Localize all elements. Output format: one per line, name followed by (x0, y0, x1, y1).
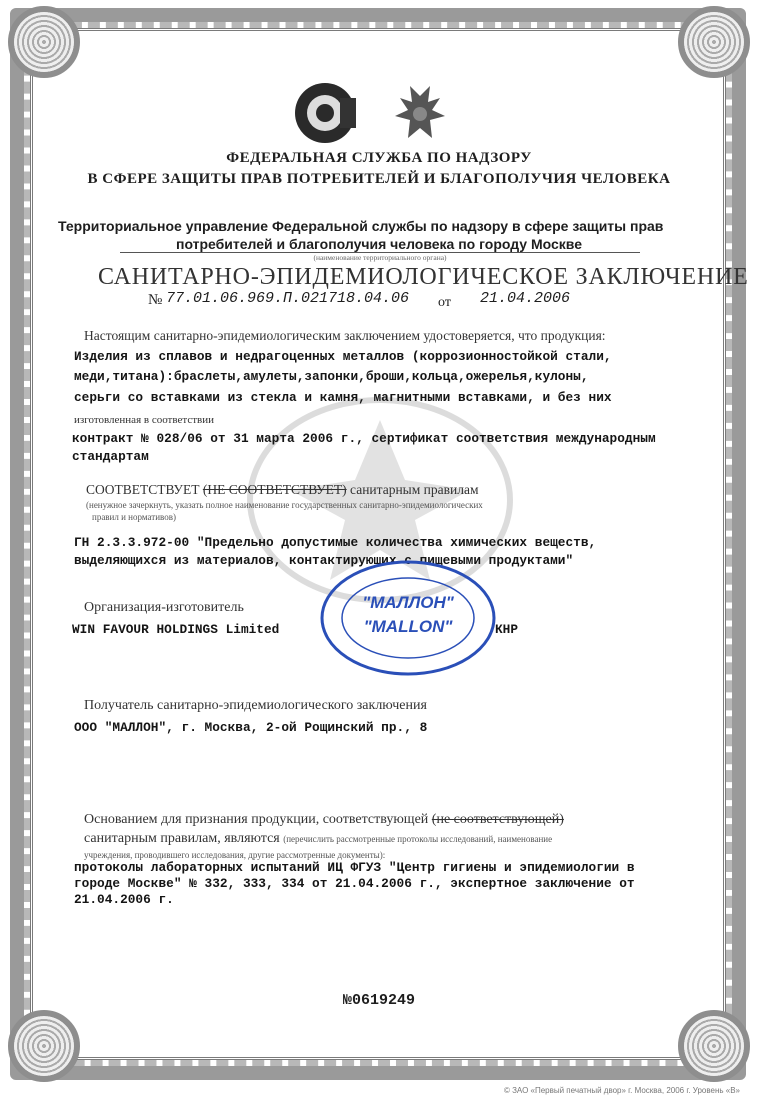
compliance-prefix: СООТВЕТСТВУЕТ (86, 482, 200, 497)
document-number-prefix: № (148, 292, 163, 308)
corner-rosette-icon (678, 1010, 750, 1082)
manufacturer-name: WIN FAVOUR HOLDINGS Limited (72, 622, 280, 637)
compliance-struck: (НЕ СООТВЕТСТВУЕТ) (202, 482, 347, 497)
compliance-note-2: правил и нормативов) (92, 512, 176, 522)
basis-note: учреждения, проводившего исследования, другие рассмотренные документы): (84, 850, 386, 860)
corner-rosette-icon (8, 1010, 80, 1082)
manufactured-line-2: стандартам (72, 449, 149, 464)
document-date-prefix: от (438, 295, 451, 310)
compliance-note-1: (ненужное зачеркнуть, указать полное наименование государственных санитарно-эпидемиологических (86, 500, 483, 510)
product-line-1: Изделия из сплавов и недрагоценных металлов (коррозионностойкой стали, (74, 349, 612, 364)
compliance-line-1: ГН 2.3.3.972-00 "Предельно допустимые количества химических веществ, (74, 535, 597, 550)
recipient-value: ООО "МАЛЛОН", г. Москва, 2-ой Рощинский пр., 8 (74, 720, 428, 735)
emblem-logos-icon (270, 78, 470, 148)
header-line-1: ФЕДЕРАЛЬНАЯ СЛУЖБА ПО НАДЗОРУ (226, 150, 532, 166)
basis-label-1-text: Основанием для признания продукции, соответствующей (84, 812, 429, 827)
product-intro: Настоящим санитарно-эпидемиологическим заключением удостоверяется, что продукция: (84, 328, 606, 343)
basis-label-2-note: (перечислить рассмотренные протоколы исследований, наименование (283, 834, 553, 844)
authority-line-2: потребителей и благополучия человека по городу Москве (175, 236, 583, 252)
basis-line-2: городе Москве" № 332, 333, 334 от 21.04.2006 г., экспертное заключение от (74, 876, 635, 891)
document-title: САНИТАРНО-ЭПИДЕМИОЛОГИЧЕСКОЕ ЗАКЛЮЧЕНИЕ (98, 264, 749, 290)
manufacturer-label: Организация-изготовитель (84, 600, 244, 615)
compliance-suffix: санитарным правилам (350, 482, 479, 497)
stamp-text-1: "МАЛЛОН" (362, 593, 454, 612)
authority-caption: (наименование территориального органа) (120, 252, 640, 262)
manufactured-label: изготовленная в соответствии (74, 414, 214, 426)
header-line-2: В СФЕРЕ ЗАЩИТЫ ПРАВ ПОТРЕБИТЕЛЕЙ И БЛАГОПОЛУЧИЯ ЧЕЛОВЕКА (87, 171, 671, 187)
corner-rosette-icon (678, 6, 750, 78)
basis-label-2 (84, 831, 552, 847)
product-line-3: серьги со вставками из стекла и камня, магнитными вставками, и без них (74, 390, 612, 405)
company-stamp (318, 558, 498, 678)
basis-line-3: 21.04.2006 г. (74, 892, 174, 907)
form-number: №0619249 (342, 992, 415, 1009)
basis-label-2-text: санитарным правилам, являются (84, 831, 280, 846)
manufactured-line-1: контракт № 028/06 от 31 марта 2006 г., сертификат соответствия международным (72, 431, 656, 446)
recipient-label: Получатель санитарно-эпидемиологического заключения (84, 698, 427, 713)
compliance-statement (86, 482, 479, 498)
product-line-2: меди,титана):браслеты,амулеты,запонки,броши,кольца,ожерелья,кулоны, (74, 369, 589, 384)
manufacturer-country: КНР (495, 622, 519, 637)
basis-line-1: протоколы лабораторных испытаний ИЦ ФГУЗ "Центр гигиены и эпидемиологии в (74, 860, 635, 875)
corner-rosette-icon (8, 6, 80, 78)
basis-label-1 (84, 812, 564, 828)
authority-line-1: Территориальное управление Федеральной службы по надзору в сфере защиты прав (58, 218, 664, 234)
printer-note: © ЗАО «Первый печатный двор» г. Москва, 2006 г. Уровень «В» (503, 1086, 740, 1095)
document-date: 21.04.2006 (480, 290, 571, 307)
stamp-text-2: "MALLON" (363, 617, 453, 636)
compliance-line-2: выделяющихся из материалов, контактирующих с пищевыми продуктами" (74, 553, 574, 568)
document-number: 77.01.06.969.П.021718.04.06 (166, 290, 410, 307)
basis-label-1-struck: (не соответствующей) (431, 812, 564, 827)
